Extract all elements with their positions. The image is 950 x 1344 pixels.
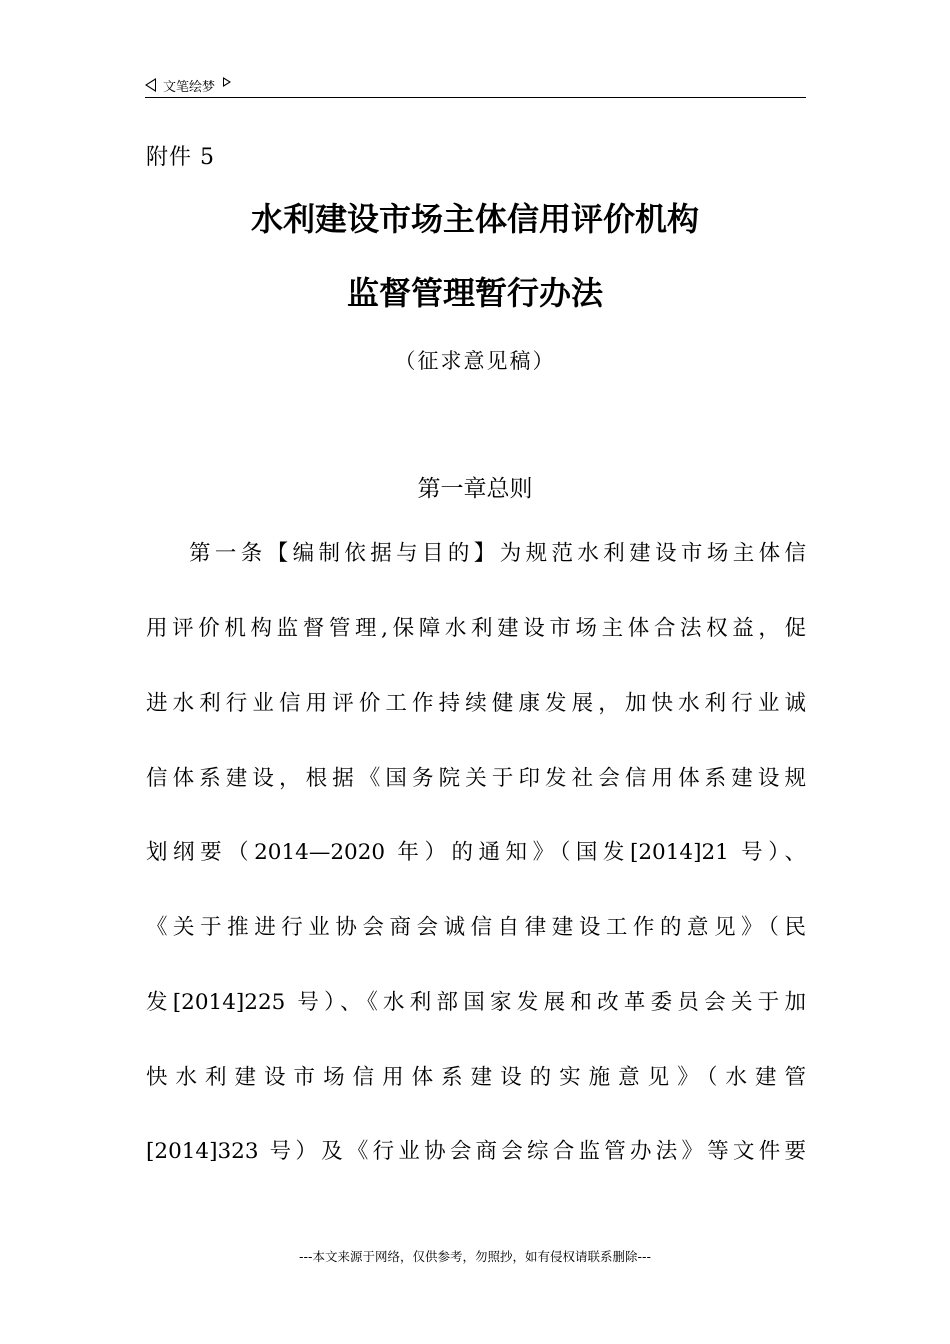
triangle-left-icon <box>145 78 156 92</box>
triangle-right-icon <box>223 77 231 87</box>
body-line-4: 信体系建设，根据《国务院关于印发社会信用体系建设规 <box>146 766 806 791</box>
header-divider <box>145 97 806 98</box>
header-brand: 文笔绘梦 <box>163 79 216 95</box>
body-line-5: 划纲要（2014—2020 年）的通知》（国发[2014]21 号）、 <box>146 840 806 865</box>
body-line-2: 用评价机构监督管理,保障水利建设市场主体合法权益，促 <box>146 616 806 641</box>
footer-disclaimer: ---本文来源于网络，仅供参考，勿照抄，如有侵权请联系删除--- <box>298 1249 652 1264</box>
body-line-6: 《关于推进行业协会商会诚信自律建设工作的意见》（民 <box>146 915 806 940</box>
document-title-line-2: 监督管理暂行办法 <box>346 274 603 312</box>
body-line-8: 快水利建设市场信用体系建设的实施意见》（水建管 <box>146 1065 806 1090</box>
document-title-line-1: 水利建设市场主体信用评价机构 <box>250 200 699 238</box>
body-line-7: 发[2014]225 号）、《水利部国家发展和改革委员会关于加 <box>146 990 806 1015</box>
page-header <box>145 74 806 96</box>
body-line-9: [2014]323 号）及《行业协会商会综合监管办法》等文件要 <box>146 1139 806 1164</box>
body-line-1: 第一条【编制依据与目的】为规范水利建设市场主体信 <box>189 541 806 566</box>
draft-note: （征求意见稿） <box>394 349 556 373</box>
attachment-label: 附件 5 <box>146 145 215 170</box>
chapter-heading: 第一章总则 <box>417 476 533 502</box>
body-line-3: 进水利行业信用评价工作持续健康发展，加快水利行业诚 <box>146 691 806 716</box>
